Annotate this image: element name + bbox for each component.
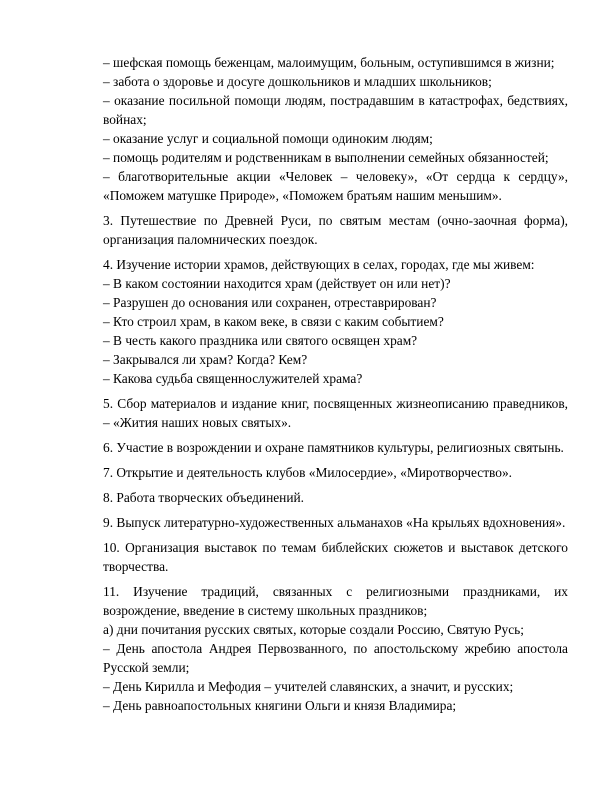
- text-paragraph: – забота о здоровье и досуге дошкольников и младших школьников;: [103, 74, 492, 89]
- text-paragraph: 5. Сбор материалов и издание книг, посвященных жизнеописанию праведников, – «Жития наших новых святых».: [103, 396, 568, 430]
- text-paragraph: – Разрушен до основания или сохранен, отреставрирован?: [103, 295, 437, 310]
- text-paragraph: – оказание услуг и социальной помощи одиноким людям;: [103, 131, 433, 146]
- text-paragraph: – шефская помощь беженцам, малоимущим, больным, оступившимся в жизни;: [103, 55, 555, 70]
- text-paragraph: – В честь какого праздника или святого освящен храм?: [103, 333, 418, 348]
- text-paragraph: 3. Путешествие по Древней Руси, по святым местам (очно-заочная форма), организация паломнических поездок.: [103, 213, 568, 247]
- text-paragraph: – В каком состоянии находится храм (действует он или нет)?: [103, 276, 451, 291]
- text-paragraph: 6. Участие в возрождении и охране памятников культуры, религиозных святынь.: [103, 440, 564, 455]
- text-paragraph: 8. Работа творческих объединений.: [103, 490, 305, 505]
- text-paragraph: – благотворительные акции «Человек – человеку», «От сердца к сердцу», «Поможем матушке Природе», «Поможем братьям нашим меньшим».: [103, 169, 568, 203]
- text-paragraph: 11. Изучение традиций, связанных с религиозными праздниками, их возрождение, введение в систему школьных праздников;: [103, 584, 568, 618]
- body-text: [103, 53, 568, 715]
- text-paragraph: – День равноапостольных княгини Ольги и князя Владимира;: [103, 698, 457, 713]
- text-paragraph: а) дни почитания русских святых, которые создали Россию, Святую Русь;: [103, 622, 524, 637]
- text-paragraph: – Какова судьба священнослужителей храма?: [103, 371, 363, 386]
- text-paragraph: 7. Открытие и деятельность клубов «Милосердие», «Миротворчество».: [103, 465, 513, 480]
- text-paragraph: 9. Выпуск литературно-художественных альманахов «На крыльях вдохновения».: [103, 515, 566, 530]
- text-paragraph: – Закрывался ли храм? Когда? Кем?: [103, 352, 308, 367]
- text-paragraph: – Кто строил храм, в каком веке, в связи с каким событием?: [103, 314, 444, 329]
- text-paragraph: – День Кирилла и Мефодия – учителей славянских, а значит, и русских;: [103, 679, 514, 694]
- text-paragraph: – оказание посильной помощи людям, пострадавшим в катастрофах, бедствиях, войнах;: [103, 93, 568, 127]
- text-paragraph: – День апостола Андрея Первозванного, по апостольскому жребию апостола Русской земли;: [103, 641, 568, 675]
- text-paragraph: 10. Организация выставок по темам библейских сюжетов и выставок детского творчества.: [103, 540, 568, 574]
- text-paragraph: 4. Изучение истории храмов, действующих в селах, городах, где мы живем:: [103, 257, 535, 272]
- text-paragraph: – помощь родителям и родственникам в выполнении семейных обязанностей;: [103, 150, 549, 165]
